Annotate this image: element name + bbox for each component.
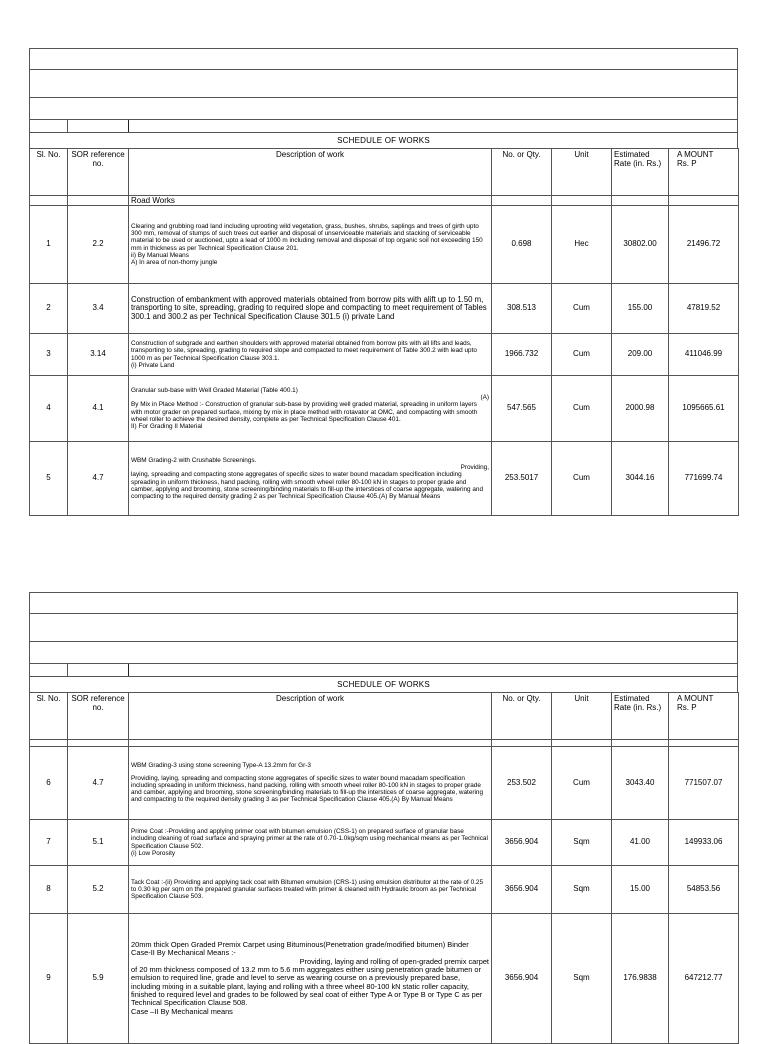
cell-unit: Cum — [552, 334, 612, 376]
desc-text: A) In area of non-thorny jungle — [131, 259, 218, 267]
table-row — [30, 820, 739, 866]
cell-unit: Sqm — [552, 866, 612, 914]
table-row — [30, 866, 739, 914]
table-row — [30, 442, 739, 516]
header-blank-row — [29, 97, 738, 119]
col-header-description: Description of work — [129, 149, 492, 196]
col-header-sor: SOR reference no. — [68, 149, 129, 196]
desc-text: Providing, — [460, 464, 489, 472]
cell-rate: 30802.00 — [612, 206, 669, 284]
table-row — [30, 747, 739, 820]
desc-text: Providing, laying and rolling of open-graded premix carpet — [299, 956, 489, 966]
amount-label: A MOUNT — [677, 150, 714, 159]
cell-unit: Cum — [552, 284, 612, 334]
spacer-row — [30, 740, 739, 747]
cell-sl: 4 — [30, 376, 68, 442]
cell-unit: Cum — [552, 442, 612, 516]
col-header-qty: No. or Qty. — [492, 149, 552, 196]
table-row — [30, 284, 739, 334]
cell-amount: 47819.52 — [669, 284, 739, 334]
cell-amount: 54853.56 — [669, 866, 739, 914]
table-header-row — [30, 149, 739, 196]
section-title: Road Works — [129, 196, 492, 206]
header-divider-row — [29, 119, 738, 132]
desc-text: Construction of embankment with approved materials obtained from borrow pits with alift up to 1.50 m, transporting to site, spreading, grading to required slope and compacting to meet requirement of Tables 300.1 and 300.2 as per Technical Specification Clause 301.5 (i) private Land — [131, 294, 487, 322]
table-row — [30, 914, 739, 1044]
header-blank-row — [29, 641, 738, 663]
cell-rate: 41.00 — [612, 820, 669, 866]
col-header-rate: Estimated Rate (in. Rs.) — [612, 693, 669, 740]
cell-sor: 4.7 — [68, 442, 129, 516]
cell-amount: 647212.77 — [669, 914, 739, 1044]
desc-text: II) For Grading II Material — [131, 423, 203, 431]
desc-text: WBM Grading-3 using stone screening Type-A 13.2mm for Gr-3 — [131, 762, 311, 770]
cell-sl: 6 — [30, 747, 68, 820]
cell-amount: 411046.99 — [669, 334, 739, 376]
col-header-amount — [669, 693, 739, 740]
table-row — [30, 334, 739, 376]
header-blank-row — [29, 592, 738, 613]
cell-amount: 149933.06 — [669, 820, 739, 866]
schedule-title: SCHEDULE OF WORKS — [29, 132, 738, 148]
schedule-title: SCHEDULE OF WORKS — [29, 676, 738, 692]
cell-description — [129, 334, 492, 376]
desc-text: (A) — [480, 394, 489, 402]
cell-sl: 3 — [30, 334, 68, 376]
col-header-amount — [669, 149, 739, 196]
header-blank-row — [29, 69, 738, 97]
cell-sor: 4.7 — [68, 747, 129, 820]
cell-rate: 2000.98 — [612, 376, 669, 442]
col-header-sl: Sl. No. — [30, 149, 68, 196]
cell-sor: 3.14 — [68, 334, 129, 376]
cell-rate: 209.00 — [612, 334, 669, 376]
desc-text: (i) Low Porosity — [131, 849, 176, 857]
cell-description — [129, 376, 492, 442]
cell-description — [129, 442, 492, 516]
desc-text: Case –II By Mechanical means — [131, 1006, 233, 1016]
desc-text: Providing, laying, spreading and compacting stone aggregates of specific sizes to water bound macadam specification including spreading in uniform thickness, hand packing, rolling with smooth wheel roller 80-100 kN in stages to proper grade and camber, applying and brooming, stone screening/binding materials to fill-up the interstices of coarse aggregate, watering and compacting to the required density grading 3 as per Technical Specification Clause 405.(A) By Manual Means — [131, 774, 484, 804]
cell-qty: 3656.904 — [492, 866, 552, 914]
table-row — [30, 376, 739, 442]
desc-text: Prime Coat :-Providing and applying primer coat with bitumen emulsion (CSS-1) on prepared surface of granular base including cleaning of road surface and spraying primer at the rate of 0.70-1.0kg/sqm using mechanical means as per Technical Specification Clause 502. — [131, 827, 488, 850]
cell-sl: 8 — [30, 866, 68, 914]
cell-description — [129, 820, 492, 866]
cell-qty: 3656.904 — [492, 914, 552, 1044]
cell-rate: 3043.40 — [612, 747, 669, 820]
cell-unit: Hec — [552, 206, 612, 284]
cell-unit: Sqm — [552, 914, 612, 1044]
cell-sl: 9 — [30, 914, 68, 1044]
cell-qty: 3656.904 — [492, 820, 552, 866]
cell-sl: 1 — [30, 206, 68, 284]
desc-text: Tack Coat :-(ii) Providing and applying tack coat with Bitumen emulsion (CRS-1) using emulsion distributor at the rate of 0.25 to 0.30 kg per sqm on the prepared granular surfaces treated with primer & cleaned with Hydraulic broom as per Technical Specification Clause 503. — [131, 878, 484, 901]
cell-unit: Cum — [552, 747, 612, 820]
cell-amount: 1095665.61 — [669, 376, 739, 442]
desc-text: laying, spreading and compacting stone aggregates of specific sizes to water bound macadam specification including spreading in uniform thickness, hand packing, rolling with smooth wheel roller 80-100 kN in stages to proper grade and camber, applying and brooming, stone screening/binding materials to fill-up the interstices of coarse aggregate, watering and compacting to the required density grading 2 as per Technical Specification Clause 405.(A) By Manual Means — [131, 471, 484, 501]
desc-text: By Mix in Place Method :- Construction of granular sub-base by providing well graded material, spreading in uniform layers with motor grader on prepared surface, mixing by mix in place method with rotavator at OMC, and compacting with smooth wheel roller to achieve the desired density, complete as per Technical Specification Clause 401. — [131, 401, 478, 423]
cell-qty: 547.565 — [492, 376, 552, 442]
section-row — [30, 196, 739, 206]
schedule-sheet-1 — [29, 48, 738, 516]
col-header-sor: SOR reference no. — [68, 693, 129, 740]
cell-rate: 176.9838 — [612, 914, 669, 1044]
cell-rate: 155.00 — [612, 284, 669, 334]
desc-text: of 20 mm thickness composed of 13.2 mm to 5.6 mm aggregates either using penetration grade bitumen or emulsion to required line, grade and level to serve as wearing course on a previously prepared base, including mixing in a suitable plant, laying and rolling with a three wheel 80-100 kN static roller capacity, finished to required level and grades to be followed by seal coat of either Type A or Type B or Type C as per Technical Specification Clause 508. — [131, 964, 483, 1008]
cell-sor: 5.1 — [68, 820, 129, 866]
cell-amount: 771699.74 — [669, 442, 739, 516]
cell-description — [129, 284, 492, 334]
cell-rate: 15.00 — [612, 866, 669, 914]
cell-qty: 253.5017 — [492, 442, 552, 516]
cell-description — [129, 747, 492, 820]
desc-text: Construction of subgrade and earthen shoulders with approved material obtained from borrow pits with all lifts and leads, transporting to site, spreading, grading to required slope and compacted to meet requirement of Table 300.2 with lead upto 1000 m as per Technical Specification Clause 303.1. — [131, 340, 477, 362]
cell-sor: 4.1 — [68, 376, 129, 442]
cell-description — [129, 914, 492, 1044]
cell-sor: 2.2 — [68, 206, 129, 284]
desc-text: Clearing and grubbing road land including uprooting wild vegetation, grass, bushes, shrubs, saplings and trees of girth upto 300 mm, removal of stumps of such trees cut earlier and disposal of unserviceable materials and stacking of serviceable material to be used or auctioned, upto a lead of 1000 m including removal and disposal of top organic soil not exceeding 150 mm in thickness as per Technical Specification Clause 201. — [131, 222, 483, 252]
col-header-sl: Sl. No. — [30, 693, 68, 740]
cell-qty: 1966.732 — [492, 334, 552, 376]
col-header-unit: Unit — [552, 149, 612, 196]
cell-sl: 7 — [30, 820, 68, 866]
cell-amount: 771507.07 — [669, 747, 739, 820]
schedule-table — [29, 148, 739, 516]
desc-text: 20mm thick Open Graded Premix Carpet using Bituminous(Penetration grade/modified bitumen) Binder Case-II By Mechanical Means :- — [131, 939, 469, 958]
cell-unit: Cum — [552, 376, 612, 442]
col-header-rate: Estimated Rate (in. Rs.) — [612, 149, 669, 196]
header-blank-row — [29, 613, 738, 641]
cell-rate: 3044.16 — [612, 442, 669, 516]
header-divider-row — [29, 663, 738, 676]
cell-qty: 308.513 — [492, 284, 552, 334]
cell-sl: 5 — [30, 442, 68, 516]
desc-text: ii) By Manual Means — [131, 251, 189, 259]
cell-sor: 5.2 — [68, 866, 129, 914]
col-header-qty: No. or Qty. — [492, 693, 552, 740]
cell-sor: 5.9 — [68, 914, 129, 1044]
desc-text: (i) Private Land — [131, 361, 175, 369]
amount-unit: Rs. P — [677, 158, 697, 168]
col-header-unit: Unit — [552, 693, 612, 740]
col-header-description: Description of work — [129, 693, 492, 740]
cell-unit: Sqm — [552, 820, 612, 866]
desc-text: Granular sub-base with Well Graded Material (Table 400.1) — [131, 386, 298, 394]
header-blank-row — [29, 48, 738, 69]
amount-label: A MOUNT — [677, 694, 714, 703]
schedule-sheet-2 — [29, 592, 738, 1044]
cell-sor: 3.4 — [68, 284, 129, 334]
table-header-row — [30, 693, 739, 740]
cell-amount: 21496.72 — [669, 206, 739, 284]
table-row — [30, 206, 739, 284]
cell-description — [129, 866, 492, 914]
amount-unit: Rs. P — [677, 702, 697, 712]
schedule-table — [29, 692, 739, 1044]
cell-qty: 253.502 — [492, 747, 552, 820]
cell-sl: 2 — [30, 284, 68, 334]
cell-qty: 0.698 — [492, 206, 552, 284]
cell-description — [129, 206, 492, 284]
desc-text: WBM Grading-2 with Crushable Screenings. — [131, 456, 257, 464]
